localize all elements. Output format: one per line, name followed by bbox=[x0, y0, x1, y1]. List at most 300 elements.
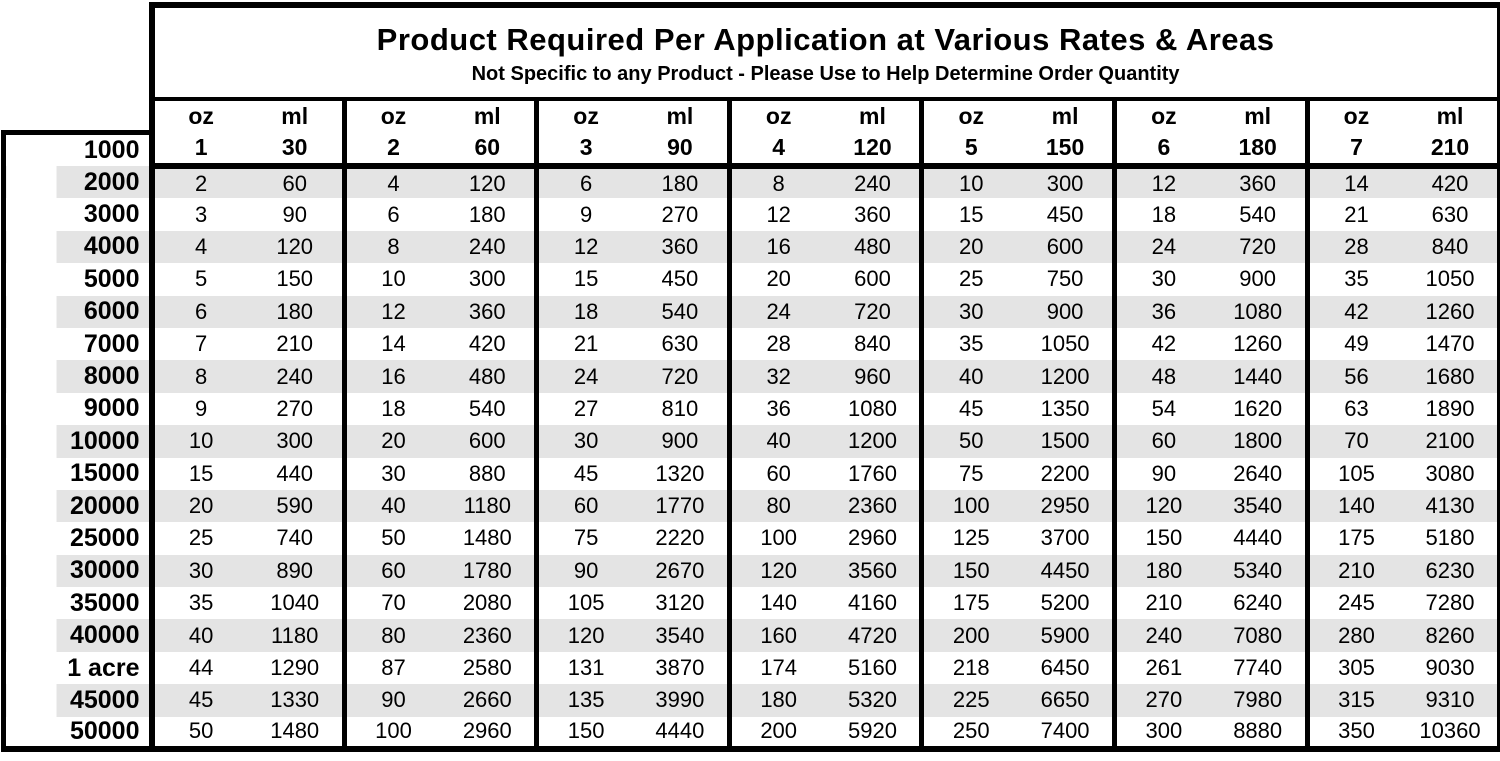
oz-value-cell: 45 bbox=[537, 458, 633, 490]
oz-value-cell: 100 bbox=[729, 522, 825, 554]
ml-value-cell: 120 bbox=[826, 132, 922, 166]
oz-value-cell: 245 bbox=[1307, 587, 1403, 619]
ml-value-cell: 6230 bbox=[1403, 555, 1499, 587]
table-row bbox=[4, 555, 1500, 587]
oz-value-cell: 131 bbox=[537, 652, 633, 684]
ml-value-cell: 300 bbox=[248, 425, 344, 457]
ml-value-cell: 2950 bbox=[1018, 490, 1114, 522]
ml-value-cell: 360 bbox=[633, 231, 729, 263]
row-label-area: 5000 bbox=[4, 263, 152, 295]
ml-value-cell: 720 bbox=[826, 296, 922, 328]
ml-value-cell: 450 bbox=[633, 263, 729, 295]
oz-value-cell: 4 bbox=[152, 231, 248, 263]
ml-value-cell: 1760 bbox=[826, 458, 922, 490]
table-row bbox=[4, 166, 1500, 198]
ml-value-cell: 450 bbox=[1018, 198, 1114, 230]
ml-value-cell: 1890 bbox=[1403, 393, 1499, 425]
ml-value-cell: 360 bbox=[826, 198, 922, 230]
ml-value-cell: 480 bbox=[440, 360, 536, 392]
ml-value-cell: 240 bbox=[826, 166, 922, 198]
ml-value-cell: 8260 bbox=[1403, 619, 1499, 651]
row-label-area: 4000 bbox=[4, 231, 152, 263]
row-label-area: 3000 bbox=[4, 198, 152, 230]
oz-value-cell: 1 bbox=[152, 132, 248, 166]
oz-value-cell: 120 bbox=[537, 619, 633, 651]
oz-value-cell: 240 bbox=[1114, 619, 1210, 651]
ml-value-cell: 360 bbox=[440, 296, 536, 328]
ml-value-cell: 810 bbox=[633, 393, 729, 425]
oz-value-cell: 210 bbox=[1114, 587, 1210, 619]
oz-value-cell: 32 bbox=[729, 360, 825, 392]
oz-value-cell: 3 bbox=[152, 198, 248, 230]
oz-value-cell: 175 bbox=[922, 587, 1018, 619]
ml-value-cell: 630 bbox=[633, 328, 729, 360]
unit-header-oz-5: oz bbox=[922, 99, 1018, 132]
row-label-area: 25000 bbox=[4, 522, 152, 554]
table-row bbox=[4, 684, 1500, 716]
oz-value-cell: 36 bbox=[729, 393, 825, 425]
oz-value-cell: 10 bbox=[922, 166, 1018, 198]
oz-value-cell: 315 bbox=[1307, 684, 1403, 716]
ml-value-cell: 840 bbox=[826, 328, 922, 360]
oz-value-cell: 24 bbox=[537, 360, 633, 392]
table-row bbox=[4, 393, 1500, 425]
ml-value-cell: 210 bbox=[248, 328, 344, 360]
oz-value-cell: 28 bbox=[729, 328, 825, 360]
ml-value-cell: 8880 bbox=[1211, 717, 1307, 749]
oz-value-cell: 70 bbox=[1307, 425, 1403, 457]
ml-value-cell: 10360 bbox=[1403, 717, 1499, 749]
ml-value-cell: 1680 bbox=[1403, 360, 1499, 392]
ml-value-cell: 480 bbox=[826, 231, 922, 263]
ml-value-cell: 240 bbox=[248, 360, 344, 392]
ml-value-cell: 3990 bbox=[633, 684, 729, 716]
ml-value-cell: 4130 bbox=[1403, 490, 1499, 522]
ml-value-cell: 630 bbox=[1403, 198, 1499, 230]
page-subtitle: Not Specific to any Product - Please Use to Help Determine Order Quantity bbox=[471, 62, 1180, 85]
oz-value-cell: 2 bbox=[152, 166, 248, 198]
oz-value-cell: 21 bbox=[537, 328, 633, 360]
row-label-area: 1 acre bbox=[4, 652, 152, 684]
ml-value-cell: 1180 bbox=[248, 619, 344, 651]
title-block bbox=[152, 5, 1500, 99]
ml-value-cell: 720 bbox=[633, 360, 729, 392]
ml-value-cell: 900 bbox=[633, 425, 729, 457]
unit-header-oz-6: oz bbox=[1114, 99, 1210, 132]
ml-value-cell: 600 bbox=[440, 425, 536, 457]
oz-value-cell: 140 bbox=[1307, 490, 1403, 522]
ml-value-cell: 5180 bbox=[1403, 522, 1499, 554]
ml-value-cell: 2960 bbox=[826, 522, 922, 554]
table-row bbox=[4, 587, 1500, 619]
row-label-area: 15000 bbox=[4, 458, 152, 490]
oz-value-cell: 80 bbox=[344, 619, 440, 651]
ml-value-cell: 90 bbox=[633, 132, 729, 166]
oz-value-cell: 9 bbox=[152, 393, 248, 425]
rates-table bbox=[1, 2, 1500, 752]
oz-value-cell: 60 bbox=[729, 458, 825, 490]
ml-value-cell: 3560 bbox=[826, 555, 922, 587]
ml-value-cell: 1500 bbox=[1018, 425, 1114, 457]
ml-value-cell: 7080 bbox=[1211, 619, 1307, 651]
oz-value-cell: 35 bbox=[1307, 263, 1403, 295]
ml-value-cell: 7740 bbox=[1211, 652, 1307, 684]
table-row bbox=[4, 296, 1500, 328]
table-row bbox=[4, 652, 1500, 684]
ml-value-cell: 90 bbox=[248, 198, 344, 230]
oz-value-cell: 105 bbox=[1307, 458, 1403, 490]
oz-value-cell: 60 bbox=[344, 555, 440, 587]
row-label-area: 2000 bbox=[4, 166, 152, 198]
ml-value-cell: 540 bbox=[633, 296, 729, 328]
oz-value-cell: 20 bbox=[729, 263, 825, 295]
oz-value-cell: 27 bbox=[537, 393, 633, 425]
table-row bbox=[4, 619, 1500, 651]
ml-value-cell: 880 bbox=[440, 458, 536, 490]
oz-value-cell: 18 bbox=[537, 296, 633, 328]
oz-value-cell: 210 bbox=[1307, 555, 1403, 587]
ml-value-cell: 1180 bbox=[440, 490, 536, 522]
oz-value-cell: 160 bbox=[729, 619, 825, 651]
row-label-area: 40000 bbox=[4, 619, 152, 651]
oz-value-cell: 35 bbox=[922, 328, 1018, 360]
unit-header-ml-5: ml bbox=[1018, 99, 1114, 132]
ml-value-cell: 150 bbox=[1018, 132, 1114, 166]
oz-value-cell: 10 bbox=[344, 263, 440, 295]
row-label-area: 8000 bbox=[4, 360, 152, 392]
oz-value-cell: 8 bbox=[344, 231, 440, 263]
oz-value-cell: 8 bbox=[152, 360, 248, 392]
table-row bbox=[4, 231, 1500, 263]
ml-value-cell: 210 bbox=[1403, 132, 1499, 166]
ml-value-cell: 7980 bbox=[1211, 684, 1307, 716]
ml-value-cell: 2200 bbox=[1018, 458, 1114, 490]
ml-value-cell: 60 bbox=[440, 132, 536, 166]
oz-value-cell: 25 bbox=[152, 522, 248, 554]
oz-value-cell: 174 bbox=[729, 652, 825, 684]
oz-value-cell: 80 bbox=[729, 490, 825, 522]
oz-value-cell: 49 bbox=[1307, 328, 1403, 360]
oz-value-cell: 15 bbox=[152, 458, 248, 490]
oz-value-cell: 12 bbox=[729, 198, 825, 230]
row-label-area: 7000 bbox=[4, 328, 152, 360]
table-row bbox=[4, 328, 1500, 360]
ml-value-cell: 840 bbox=[1403, 231, 1499, 263]
ml-value-cell: 3080 bbox=[1403, 458, 1499, 490]
oz-value-cell: 75 bbox=[922, 458, 1018, 490]
oz-value-cell: 2 bbox=[344, 132, 440, 166]
oz-value-cell: 30 bbox=[922, 296, 1018, 328]
unit-header-oz-3: oz bbox=[537, 99, 633, 132]
oz-value-cell: 30 bbox=[537, 425, 633, 457]
oz-value-cell: 60 bbox=[537, 490, 633, 522]
ml-value-cell: 720 bbox=[1211, 231, 1307, 263]
oz-value-cell: 56 bbox=[1307, 360, 1403, 392]
ml-value-cell: 1290 bbox=[248, 652, 344, 684]
oz-value-cell: 6 bbox=[152, 296, 248, 328]
ml-value-cell: 1200 bbox=[826, 425, 922, 457]
oz-value-cell: 42 bbox=[1307, 296, 1403, 328]
ml-value-cell: 240 bbox=[440, 231, 536, 263]
ml-value-cell: 3120 bbox=[633, 587, 729, 619]
ml-value-cell: 5320 bbox=[826, 684, 922, 716]
unit-header-ml-6: ml bbox=[1211, 99, 1307, 132]
ml-value-cell: 180 bbox=[633, 166, 729, 198]
ml-value-cell: 1780 bbox=[440, 555, 536, 587]
ml-value-cell: 4450 bbox=[1018, 555, 1114, 587]
ml-value-cell: 9030 bbox=[1403, 652, 1499, 684]
oz-value-cell: 45 bbox=[922, 393, 1018, 425]
ml-value-cell: 590 bbox=[248, 490, 344, 522]
unit-header-ml-4: ml bbox=[826, 99, 922, 132]
ml-value-cell: 960 bbox=[826, 360, 922, 392]
ml-value-cell: 300 bbox=[440, 263, 536, 295]
oz-value-cell: 87 bbox=[344, 652, 440, 684]
oz-value-cell: 7 bbox=[152, 328, 248, 360]
oz-value-cell: 16 bbox=[729, 231, 825, 263]
unit-header-ml-7: ml bbox=[1403, 99, 1499, 132]
corner-spacer bbox=[4, 99, 152, 132]
oz-value-cell: 14 bbox=[1307, 166, 1403, 198]
oz-value-cell: 120 bbox=[1114, 490, 1210, 522]
ml-value-cell: 2220 bbox=[633, 522, 729, 554]
oz-value-cell: 3 bbox=[537, 132, 633, 166]
ml-value-cell: 5200 bbox=[1018, 587, 1114, 619]
ml-value-cell: 740 bbox=[248, 522, 344, 554]
oz-value-cell: 24 bbox=[729, 296, 825, 328]
oz-value-cell: 150 bbox=[537, 717, 633, 749]
oz-value-cell: 50 bbox=[922, 425, 1018, 457]
oz-value-cell: 10 bbox=[152, 425, 248, 457]
ml-value-cell: 1080 bbox=[826, 393, 922, 425]
oz-value-cell: 5 bbox=[922, 132, 1018, 166]
oz-value-cell: 50 bbox=[152, 717, 248, 749]
ml-value-cell: 2660 bbox=[440, 684, 536, 716]
ml-value-cell: 1480 bbox=[440, 522, 536, 554]
oz-value-cell: 15 bbox=[922, 198, 1018, 230]
oz-value-cell: 4 bbox=[729, 132, 825, 166]
oz-value-cell: 6 bbox=[1114, 132, 1210, 166]
row-label-area: 6000 bbox=[4, 296, 152, 328]
ml-value-cell: 1080 bbox=[1211, 296, 1307, 328]
row-label-area: 30000 bbox=[4, 555, 152, 587]
ml-value-cell: 3540 bbox=[1211, 490, 1307, 522]
oz-value-cell: 20 bbox=[922, 231, 1018, 263]
page-title: Product Required Per Application at Various Rates & Areas bbox=[376, 21, 1275, 57]
oz-value-cell: 40 bbox=[922, 360, 1018, 392]
ml-value-cell: 1050 bbox=[1403, 263, 1499, 295]
unit-header-oz-7: oz bbox=[1307, 99, 1403, 132]
ml-value-cell: 2080 bbox=[440, 587, 536, 619]
ml-value-cell: 270 bbox=[248, 393, 344, 425]
ml-value-cell: 5160 bbox=[826, 652, 922, 684]
unit-header-oz-4: oz bbox=[729, 99, 825, 132]
ml-value-cell: 9310 bbox=[1403, 684, 1499, 716]
ml-value-cell: 1330 bbox=[248, 684, 344, 716]
unit-header-ml-1: ml bbox=[248, 99, 344, 132]
ml-value-cell: 6650 bbox=[1018, 684, 1114, 716]
oz-value-cell: 24 bbox=[1114, 231, 1210, 263]
ml-value-cell: 2670 bbox=[633, 555, 729, 587]
oz-value-cell: 15 bbox=[537, 263, 633, 295]
ml-value-cell: 1260 bbox=[1403, 296, 1499, 328]
oz-value-cell: 48 bbox=[1114, 360, 1210, 392]
table-row bbox=[4, 458, 1500, 490]
oz-value-cell: 200 bbox=[922, 619, 1018, 651]
oz-value-cell: 44 bbox=[152, 652, 248, 684]
ml-value-cell: 1260 bbox=[1211, 328, 1307, 360]
ml-value-cell: 150 bbox=[248, 263, 344, 295]
oz-value-cell: 40 bbox=[729, 425, 825, 457]
oz-value-cell: 12 bbox=[1114, 166, 1210, 198]
ml-value-cell: 180 bbox=[248, 296, 344, 328]
oz-value-cell: 50 bbox=[344, 522, 440, 554]
ml-value-cell: 1770 bbox=[633, 490, 729, 522]
oz-value-cell: 18 bbox=[1114, 198, 1210, 230]
ml-value-cell: 420 bbox=[440, 328, 536, 360]
table-row bbox=[4, 360, 1500, 392]
table-row bbox=[4, 198, 1500, 230]
ml-value-cell: 440 bbox=[248, 458, 344, 490]
ml-value-cell: 540 bbox=[440, 393, 536, 425]
oz-value-cell: 125 bbox=[922, 522, 1018, 554]
oz-value-cell: 180 bbox=[1114, 555, 1210, 587]
ml-value-cell: 7400 bbox=[1018, 717, 1114, 749]
table-row bbox=[4, 263, 1500, 295]
row-label-area: 50000 bbox=[4, 717, 152, 749]
ml-value-cell: 1050 bbox=[1018, 328, 1114, 360]
oz-value-cell: 175 bbox=[1307, 522, 1403, 554]
oz-value-cell: 105 bbox=[537, 587, 633, 619]
oz-value-cell: 8 bbox=[729, 166, 825, 198]
unit-header-ml-3: ml bbox=[633, 99, 729, 132]
oz-value-cell: 250 bbox=[922, 717, 1018, 749]
oz-value-cell: 28 bbox=[1307, 231, 1403, 263]
oz-value-cell: 280 bbox=[1307, 619, 1403, 651]
oz-value-cell: 6 bbox=[344, 198, 440, 230]
ml-value-cell: 180 bbox=[440, 198, 536, 230]
table-row bbox=[4, 717, 1500, 749]
oz-value-cell: 180 bbox=[729, 684, 825, 716]
oz-value-cell: 305 bbox=[1307, 652, 1403, 684]
corner-spacer bbox=[4, 5, 152, 99]
ml-value-cell: 1200 bbox=[1018, 360, 1114, 392]
oz-value-cell: 20 bbox=[152, 490, 248, 522]
oz-value-cell: 12 bbox=[537, 231, 633, 263]
ml-value-cell: 2580 bbox=[440, 652, 536, 684]
oz-value-cell: 9 bbox=[537, 198, 633, 230]
ml-value-cell: 1350 bbox=[1018, 393, 1114, 425]
ml-value-cell: 420 bbox=[1403, 166, 1499, 198]
ml-value-cell: 120 bbox=[248, 231, 344, 263]
oz-value-cell: 18 bbox=[344, 393, 440, 425]
row-label-area: 35000 bbox=[4, 587, 152, 619]
oz-value-cell: 100 bbox=[344, 717, 440, 749]
oz-value-cell: 45 bbox=[152, 684, 248, 716]
oz-value-cell: 200 bbox=[729, 717, 825, 749]
oz-value-cell: 7 bbox=[1307, 132, 1403, 166]
row-label-area: 1000 bbox=[4, 132, 152, 166]
table-row bbox=[4, 490, 1500, 522]
ml-value-cell: 7280 bbox=[1403, 587, 1499, 619]
unit-header-oz-1: oz bbox=[152, 99, 248, 132]
oz-value-cell: 75 bbox=[537, 522, 633, 554]
ml-value-cell: 2360 bbox=[826, 490, 922, 522]
rate-header-row bbox=[4, 132, 1500, 166]
ml-value-cell: 600 bbox=[1018, 231, 1114, 263]
oz-value-cell: 6 bbox=[537, 166, 633, 198]
oz-value-cell: 4 bbox=[344, 166, 440, 198]
oz-value-cell: 225 bbox=[922, 684, 1018, 716]
ml-value-cell: 750 bbox=[1018, 263, 1114, 295]
oz-value-cell: 30 bbox=[152, 555, 248, 587]
ml-value-cell: 1040 bbox=[248, 587, 344, 619]
oz-value-cell: 261 bbox=[1114, 652, 1210, 684]
ml-value-cell: 4720 bbox=[826, 619, 922, 651]
oz-value-cell: 40 bbox=[152, 619, 248, 651]
ml-value-cell: 2960 bbox=[440, 717, 536, 749]
row-label-area: 10000 bbox=[4, 425, 152, 457]
ml-value-cell: 1800 bbox=[1211, 425, 1307, 457]
oz-value-cell: 70 bbox=[344, 587, 440, 619]
ml-value-cell: 270 bbox=[633, 198, 729, 230]
oz-value-cell: 150 bbox=[922, 555, 1018, 587]
row-label-area: 20000 bbox=[4, 490, 152, 522]
ml-value-cell: 120 bbox=[440, 166, 536, 198]
row-label-area: 9000 bbox=[4, 393, 152, 425]
ml-value-cell: 180 bbox=[1211, 132, 1307, 166]
ml-value-cell: 6240 bbox=[1211, 587, 1307, 619]
oz-value-cell: 150 bbox=[1114, 522, 1210, 554]
oz-value-cell: 36 bbox=[1114, 296, 1210, 328]
ml-value-cell: 890 bbox=[248, 555, 344, 587]
unit-header-row bbox=[4, 99, 1500, 132]
oz-value-cell: 25 bbox=[922, 263, 1018, 295]
ml-value-cell: 3870 bbox=[633, 652, 729, 684]
oz-value-cell: 54 bbox=[1114, 393, 1210, 425]
oz-value-cell: 35 bbox=[152, 587, 248, 619]
ml-value-cell: 1480 bbox=[248, 717, 344, 749]
oz-value-cell: 30 bbox=[1114, 263, 1210, 295]
oz-value-cell: 120 bbox=[729, 555, 825, 587]
oz-value-cell: 135 bbox=[537, 684, 633, 716]
table-row bbox=[4, 522, 1500, 554]
oz-value-cell: 60 bbox=[1114, 425, 1210, 457]
table-row bbox=[4, 425, 1500, 457]
row-label-area: 45000 bbox=[4, 684, 152, 716]
ml-value-cell: 2640 bbox=[1211, 458, 1307, 490]
ml-value-cell: 540 bbox=[1211, 198, 1307, 230]
oz-value-cell: 90 bbox=[1114, 458, 1210, 490]
oz-value-cell: 270 bbox=[1114, 684, 1210, 716]
ml-value-cell: 4160 bbox=[826, 587, 922, 619]
oz-value-cell: 20 bbox=[344, 425, 440, 457]
title-row bbox=[4, 5, 1500, 99]
ml-value-cell: 5340 bbox=[1211, 555, 1307, 587]
oz-value-cell: 12 bbox=[344, 296, 440, 328]
ml-value-cell: 60 bbox=[248, 166, 344, 198]
oz-value-cell: 16 bbox=[344, 360, 440, 392]
oz-value-cell: 300 bbox=[1114, 717, 1210, 749]
oz-value-cell: 63 bbox=[1307, 393, 1403, 425]
ml-value-cell: 600 bbox=[826, 263, 922, 295]
ml-value-cell: 3540 bbox=[633, 619, 729, 651]
oz-value-cell: 100 bbox=[922, 490, 1018, 522]
oz-value-cell: 5 bbox=[152, 263, 248, 295]
ml-value-cell: 900 bbox=[1211, 263, 1307, 295]
ml-value-cell: 5920 bbox=[826, 717, 922, 749]
oz-value-cell: 14 bbox=[344, 328, 440, 360]
